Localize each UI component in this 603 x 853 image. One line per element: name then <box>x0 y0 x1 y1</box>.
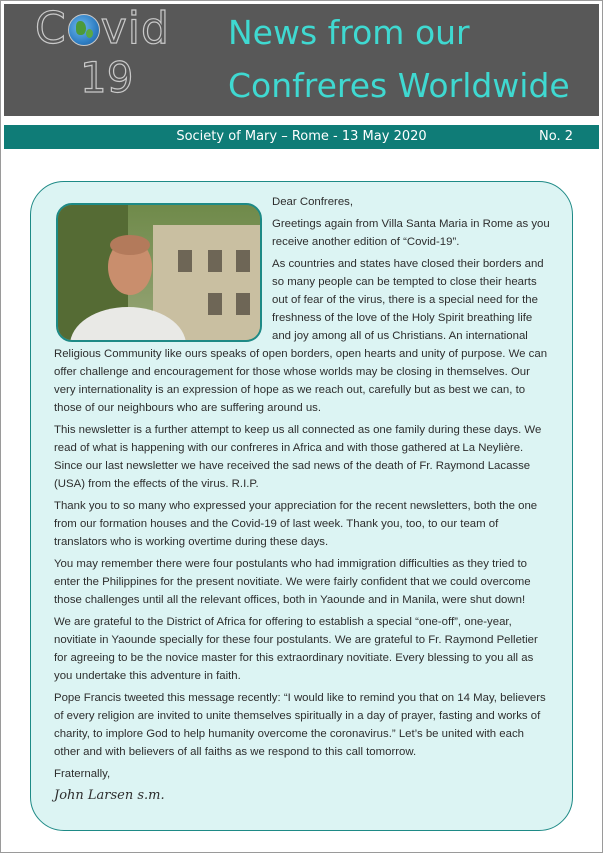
divider <box>4 116 599 122</box>
dateline: Society of Mary – Rome - 13 May 2020 <box>176 129 427 144</box>
paragraph: You may remember there were four postulants who had immigration difficulties as they tried to enter the Philippines for the present novitiate. We were fairly confident that we could overcome those challenges until all the relevant offices, both in Yaounde and in Manila, were shut down! <box>54 558 531 606</box>
paragraph: This newsletter is a further attempt to keep us all connected as one family during these days. We read of what is happening with our confreres in Africa and with those gathered at La Neylière. Since our last newsletter we have received the sad news of the death of Fr. Raymond Lacasse (USA) from the effects of the virus. R.I.P. <box>54 424 542 490</box>
letter-body <box>54 193 550 809</box>
logo-number: 19 <box>80 53 134 102</box>
paragraph: Thank you to so many who expressed your appreciation for the recent newsletters, both the one from our formation houses and the Covid-19 of last week. Thank you, too, to our team of translators who is working overtime during these days. <box>54 500 538 548</box>
paragraph: Pope Francis tweeted this message recently: “I would like to remind you that on 14 May, believers of every religion are invited to unite themselves spiritually in a day of prayer, fasting and works of charity, to implore God to help humanity overcome the coronavirus.” Let’s be united with each other and with believers of all faiths as we respond to this call tomorrow. <box>54 692 546 758</box>
paragraph: We are grateful to the District of Africa for offering to establish a special “one-off”, one-year, novitiate in Yaounde specially for these four postulants. We are grateful to Fr. Raymond Pelletier for agreeing to be the novice master for this extraordinary novitiate. Every blessing to you all as you undertake this adventure in faith. <box>54 616 538 682</box>
globe-icon <box>68 14 100 46</box>
closing: Fraternally, <box>54 768 111 780</box>
dateline-bar <box>4 125 599 149</box>
signature: John Larsen s.m. <box>54 788 165 803</box>
salutation: Dear Confreres, <box>272 196 354 208</box>
covid-logo: C vid <box>35 3 170 54</box>
newsletter-title: News from our Confreres Worldwide <box>228 13 570 105</box>
issue-number: No. 2 <box>539 129 573 144</box>
paragraph: As countries and states have closed their borders and so many people can be tempted to close their hearts out of fear of the virus, there is a special need for the freshness of the love of the Holy Spirit breathing life and joy among all of us Christians. An international Religious Community like ours speaks of open borders, open hearts and unity of purpose. We can offer challenge and encouragement for those whose worlds may be closing in themselves. Our very internationality is an expression of hope as we reach out, carefully but as best we can, to those of our neighbours who are suffering around us. <box>54 258 548 414</box>
masthead <box>4 4 599 116</box>
paragraph: Greetings again from Villa Santa Maria in Rome as you receive another edition of “Covid-19”. <box>272 218 550 248</box>
